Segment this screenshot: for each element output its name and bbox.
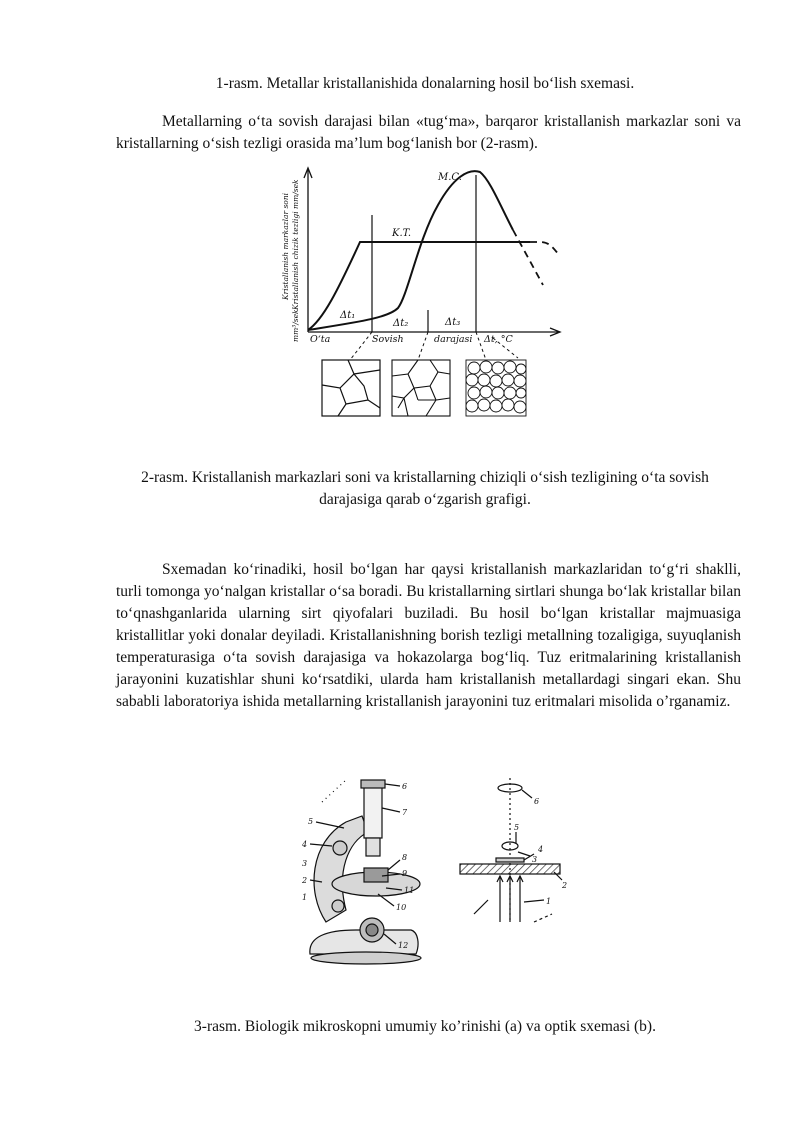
opt-num-5: 5	[514, 823, 520, 832]
paragraph-intro: Metallarning o‘ta sovish darajasi bilan «tug‘ma», barqaror kristallanish markazlar soni va kristallarning o‘sish tezligi orasida ma’lum bog‘lanish bor (2-rasm).	[116, 113, 741, 152]
dt1-label: Δt₁	[340, 310, 356, 321]
opt-num-1: 1	[546, 897, 552, 906]
num-5: 5	[308, 817, 314, 826]
figure2-caption: 2-rasm. Kristallanish markazlari soni va kristallarning chiziqli o‘sish tezligining o‘ta sovish darajasiga qarab o‘zgarish grafigi.	[141, 469, 709, 508]
mc-label: M.C.	[438, 172, 462, 183]
num-2: 2	[302, 876, 308, 885]
opt-num-6: 6	[534, 797, 540, 806]
opt-num-3: 3	[532, 855, 538, 864]
num-11: 11	[404, 886, 415, 895]
figure3-caption: 3-rasm. Biologik mikroskopni umumiy ko’rinishi (a) va optik sxemasi (b).	[194, 1018, 656, 1035]
x-word-1: O‘ta	[310, 334, 331, 345]
x-word-3: darajasi	[434, 334, 473, 345]
opt-num-2: 2	[562, 881, 568, 890]
num-8: 8	[402, 853, 408, 862]
mc-curve-dashed	[513, 230, 543, 285]
y-label-line1: Kristallanish markazlar soni	[281, 192, 290, 300]
y-label-units: mm³/sek	[291, 309, 300, 342]
micrograph-medium	[392, 360, 450, 416]
num-7: 7	[402, 808, 408, 817]
dt2-label: Δt₂	[393, 318, 409, 329]
kt-curve-dashed	[530, 242, 560, 256]
num-3: 3	[302, 859, 308, 868]
num-9: 9	[402, 869, 408, 878]
num-10: 10	[396, 903, 407, 912]
paragraph-main: Sxemadan ko‘rinadiki, hosil bo‘lgan har qaysi kristallanish markazlaridan to‘g‘ri shaklli, turli tomonga yo‘nalgan kristallar o‘sa boradi. Bu kristallarning sirtlari shunga bo‘lak kristallar bilan to‘qnashganlarida ularning sirt qiyofalari buziladi. Bu hosil bo‘lgan kristallar majmuasiga kristallitlar yoki donalar deyiladi. Kristallanishning borish tezligi metallning tozaligiga, suyuqlanish temperaturasiga o‘ta sovish darajasiga va hokazolarga bog‘liq. Tuz eritmalarining kristallanish jarayonini kuzatishlar shuni ko‘rsatdiki, ularda ham kristallanish metallardagi singari ekan. Shu sababli laboratoriya ishida metallarning kristallanish jarayonini tuz eritmalari misolida o’rganamiz.	[116, 561, 741, 710]
figure2-graph	[268, 160, 568, 424]
num-6: 6	[402, 782, 408, 791]
figure3-microscope	[296, 772, 436, 972]
figure1-caption: 1-rasm. Metallar kristallanishida donalarning hosil bo‘lish sxemasi.	[215, 75, 635, 92]
figure3-optical-scheme	[454, 772, 574, 952]
num-4: 4	[302, 840, 308, 849]
micrograph-coarse	[322, 360, 380, 416]
dt3-label: Δt₃	[445, 317, 461, 328]
num-1: 1	[302, 893, 308, 902]
opt-num-4: 4	[538, 845, 544, 854]
num-12: 12	[398, 941, 409, 950]
mc-curve	[308, 171, 513, 330]
kt-label: K.T.	[392, 228, 412, 239]
y-label-line2: Kristallanish chizik tezligi mm/sek	[291, 179, 300, 310]
micrograph-fine	[466, 360, 526, 416]
x-word-4: Δt, °C	[484, 334, 513, 345]
x-word-2: Sovish	[372, 334, 404, 345]
